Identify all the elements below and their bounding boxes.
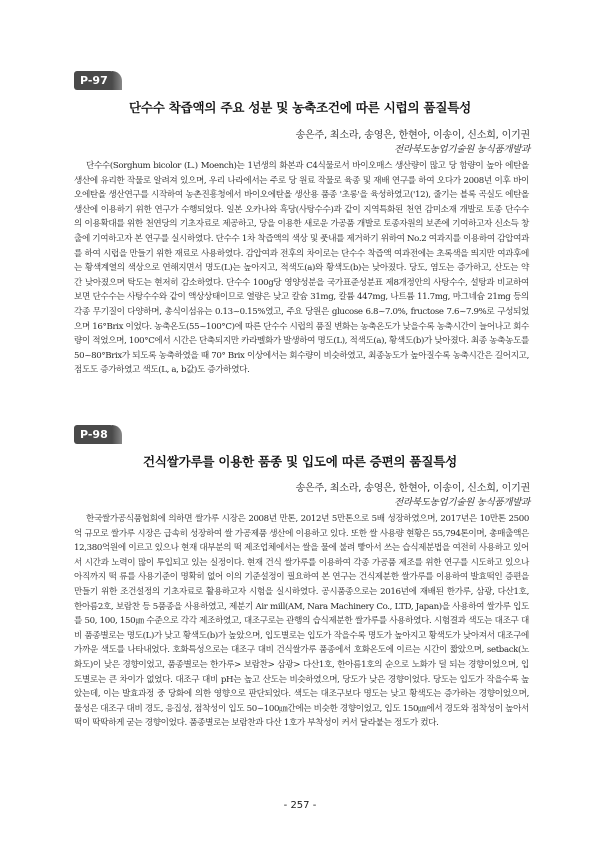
abstract-body-p98: 한국쌀가공식품협회에 의하면 쌀가루 시장은 2008년 만톤, 2012년 5만톤으로 5배 성장하였으며, 2017년은 10만톤 2500억 규모로 쌀가루 시장은 급속히 성장하여 쌀 가공제품 생산에 이용하고 있다. 또한 쌀 사용량 현황은 55,794톤이며, 총매출액은 12,380억원에 이르고 있으나 현재 대부분의 떡 제조업체에서는 쌀을 물에 불려 빻아서 쓰는 습식제분법을 여전히 사용하고 있어서 시간과 노력이 많이 투입되고 있는 실정이다. 현재 건식 쌀가루를 이용하여 각종 가공품 제조를 위한 연구를 시도하고 있으나 아직까지 떡 류를 사용기준이 명확히 없어 이의 기준설정이 필요하여 본 연구는 건식제분한 쌀가루를 이용하여 발효떡인 증편을 만들기 위한 조건설정의 기초자료로 활용하고자 시험을 실시하였다. 공시품종으로는 2016년에 재배된 한가루, 삼광, 다산1호, 한아름2호, 보람찬 등 5품종을 사용하였고, 제분기 Air mill(AM, Nara Machinery Co., LTD, Japan)을 사용하여 쌀가루 입도를 50, 100, 150㎛ 수준으로 각각 제조하였고, 대조구로는 관행의 습식제분한 쌀가루를 사용하였다. 시험결과 색도는 대조구 대비 품종별로는 명도(L)가 낮고 황색도(b)가 높았으며, 입도별로는 입도가 작을수록 명도가 높아지고 황색도가 낮아져서 대조구에 가까운 색도를 나타내었다. 호화특성으로는 대조구 대비 건식쌀가루 품종에서 호화온도에 이르는 시간이 짧았으며, setback(노화도)이 낮은 경향이었고, 품종별로는 한가루> 보람찬> 삼광> 다산1호, 한아름1호의 순으로 노화가 덜 되는 경향이었으며, 입도별로는 큰 차이가 없었다. 대조구 대비 pH는 높고 산도는 비슷하였으며, 당도가 낮은 경향이었다. 당도는 입도가 작을수록 높았는데, 이는 발효과정 중 당화에 의한 영향으로 판단되었다. 색도는 대조구보다 명도는 낮고 황색도는 증가하는 경향이었으며, 물성은 대조구 대비 경도, 응집성, 점착성이 입도 50~100㎛간에는 비슷한 경향이었고, 입도 150㎛에서 경도와 점착성이 높아서 떡이 딱딱하게 굳는 경향이었다. 품종별로는 보람찬과 다산 1호가 부착성이 커서 달라붙는 정도가 컸다.: [74, 514, 529, 729]
section-title-p98: 건식쌀가루를 이용한 품종 및 입도에 따른 증편의 품질특성: [142, 454, 458, 469]
page-number: - 257 -: [283, 800, 317, 811]
affiliation-p97: 전라북도농업기술원 농식품개발과: [394, 144, 530, 155]
authors-p97: 송은주, 최소라, 송영은, 한현아, 이송이, 신소희, 이기권: [295, 130, 530, 141]
section-badge-p98: P-98: [74, 425, 120, 444]
abstract-body-p97: 단수수(Sorghum bicolor (L.) Moench)는 1년생의 화본과 C4식물로서 바이오매스 생산량이 많고 당 함량이 높아 에탄올 생산에 유리한 작물로 알려져 있으며, 우리 나라에서는 주로 당 원료 작물로 육종 및 재배 연구를 하여 오다가 2008년 이후 바이오에탄올 생산연구를 시작하여 농촌진흥청에서 바이오에탄올 생산용 품종 '초롱'을 육성하였고('12), 줄기는 블록 곡실도 에탄올 생산에 이용하기 위한 연구가 수행되었다. 일본 오카나와 흑당(사탕수수)과 같이 지역특화된 천연 감미소재 개발로 토종 단수수의 이용확대를 위한 천연당의 기초자료로 제공하고, 당을 이용한 새로운 가공품 개발로 토종자원의 보존에 기여하고자 신소득 창출에 기여하고자 본 연구를 실시하였다. 단수수 1차 착즙액의 색상 및 풋내를 제거하기 위하여 No.2 여과지를 이용하여 감압여과를 하여 시럽을 만들기 위한 재료로 사용하였다. 감압여과 전후의 차이로는 단수수 착즙액 여과전에는 초록색을 띄지만 여과후에는 황색계열의 색상으로 연해지면서 명도(L)는 높아지고, 적색도(a)와 황색도(b)는 낮아졌다. 당도, 염도는 증가하고, 산도는 약간 낮아졌으며 탁도는 현저히 감소하였다. 단수수 100g당 영양성분을 국가표준성분표 제8개정안의 사탕수수, 설탕과 비교하여 보면 단수수는 사탕수수와 같이 액상상태이므로 열량은 낮고 칼슘 31mg, 칼륨 447mg, 나트륨 11.7mg, 마그네슘 21mg 등의 각종 무기질이 다양하며, 총식이섬유는 0.13~0.15%였고, 주요 당원은 glucose 6.8~7.0%, fructose 7.6~7.9%로 구성되었으며 16°Brix 이었다. 농축온도(55~100°C)에 따른 단수수 시럽의 품질 변화는 농축온도가 낮을수록 농축시간이 늘어나고 회수량이 적었으며, 100°C에서 시간은 단축되지만 카라멜화가 발생하여 명도(L), 적색도(a), 황색도(b)가 낮아졌다. 최종 농축농도를 50~80°Brix가 되도록 농축하였을 때 70° Brix 이상에서는 회수량이 비슷하였고, 최종농도가 높아질수록 농축시간은 길어지고, 점도도 증가하였고 색도(L, a, b값)도 증가하였다.: [74, 161, 529, 376]
section-badge-p97: P-97: [74, 71, 120, 90]
affiliation-p98: 전라북도농업기술원 농식품개발과: [394, 497, 530, 508]
authors-p98: 송은주, 최소라, 송영은, 한현아, 이송이, 신소희, 이기권: [295, 483, 530, 494]
section-title-p97: 단수수 착즙액의 주요 성분 및 농축조건에 따른 시럽의 품질특성: [129, 100, 471, 115]
